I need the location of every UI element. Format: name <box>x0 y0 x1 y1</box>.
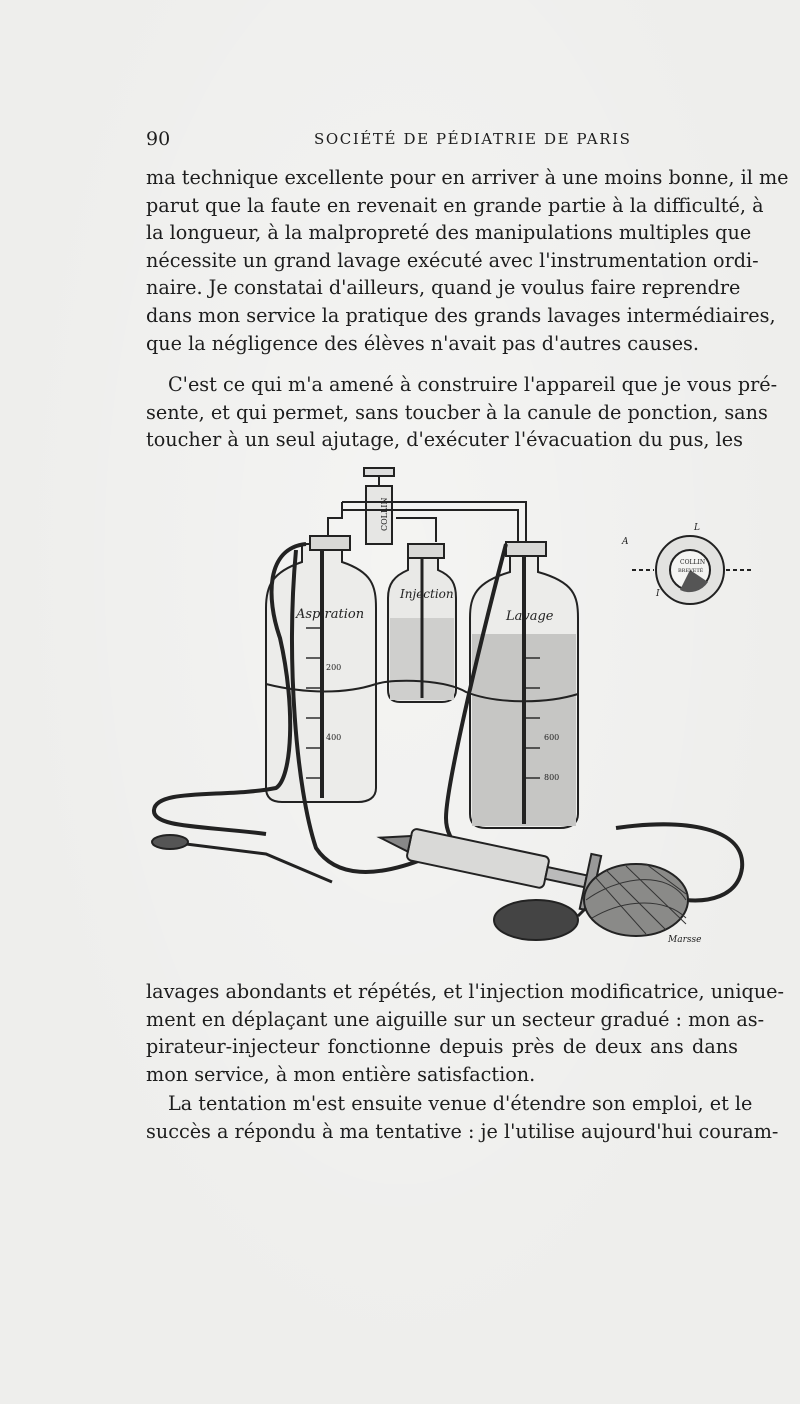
running-head: SOCIÉTÉ DE PÉDIATRIE DE PARIS <box>314 130 632 148</box>
text-line: La tentation m'est ensuite venue d'étendre son emploi, et le <box>168 1092 753 1115</box>
pump-cylinder <box>406 828 550 888</box>
scale-label-800: 800 <box>544 773 560 782</box>
dial-letter-l: L <box>694 523 700 533</box>
text-line: la longueur, à la malpropreté des manipulations multiples que <box>146 221 752 245</box>
pump-rod <box>545 867 587 887</box>
text-line: dans mon service la pratique des grands lavages intermédiaires, <box>146 303 776 327</box>
text-line: ment en déplaçant une aiguille sur un secteur gradué : mon as- <box>146 1007 765 1031</box>
text-line: succès a répondu à ma tentative : je l'utilise aujourd'hui couram- <box>146 1119 779 1143</box>
scale-label-400: 400 <box>326 733 342 742</box>
pump-nozzle <box>378 830 411 852</box>
bottle-cap-right <box>506 542 546 556</box>
label-injection: Injection <box>400 587 454 601</box>
label-lavage: Lavage <box>506 609 554 624</box>
text-line: sente, et qui permet, sans toucber à la canule de ponction, sans <box>146 400 768 424</box>
text-line: lavages abondants et répétés, et l'injection modificatrice, unique- <box>146 980 785 1003</box>
paragraph-1 <box>146 164 789 357</box>
text-line: C'est ce qui m'a amené à construire l'appareil que je vous pré- <box>168 373 778 396</box>
paragraph-4 <box>146 1090 779 1145</box>
text-line: nécessite un grand lavage exécuté avec l'instrumentation ordi- <box>146 248 759 272</box>
text-line: naire. Je constatai d'ailleurs, quand je voulus faire reprendre <box>146 276 741 300</box>
engraver-signature: Marsse <box>668 935 702 945</box>
text-line: toucher à un seul ajutage, d'exécuter l'évacuation du pus, les <box>146 428 743 452</box>
bottle-cap-middle <box>408 544 444 558</box>
valve-handle <box>364 468 394 476</box>
dial-label-collin: COLLIN <box>680 559 706 566</box>
text-line: pirateur-injecteur fonctionne depuis près de deux ans dans <box>146 1035 738 1059</box>
dial-letter-i: I <box>656 589 660 599</box>
paragraph-2 <box>146 371 778 454</box>
dial-letter-a: A <box>622 537 629 547</box>
text-line: parut que la faute en revenait en grande partie à la difficulté, à <box>146 193 764 217</box>
label-aspiration: Aspiration <box>296 607 365 622</box>
dial-label-brevete: BREVETÉ <box>678 568 704 574</box>
paragraph-3 <box>146 978 785 1088</box>
scale-label-600: 600 <box>544 733 560 742</box>
pipe-middle <box>396 518 436 542</box>
text-line: ma technique excellente pour en arriver à une moins bonne, il me <box>146 166 789 189</box>
page-number: 90 <box>146 128 171 150</box>
aspirator-injector-engraving <box>146 458 756 958</box>
text-line: mon service, à mon entière satisfaction. <box>146 1062 536 1086</box>
trocar-handle <box>152 835 188 849</box>
apparatus-illustration <box>146 458 756 958</box>
bottle-cap-left <box>310 536 350 550</box>
text-line: que la négligence des élèves n'avait pas d'autres causes. <box>146 331 699 355</box>
label-collin: COLLIN <box>380 497 389 531</box>
page-header <box>146 128 740 152</box>
scale-label-200: 200 <box>326 663 342 672</box>
rubber-bulb <box>494 900 578 940</box>
